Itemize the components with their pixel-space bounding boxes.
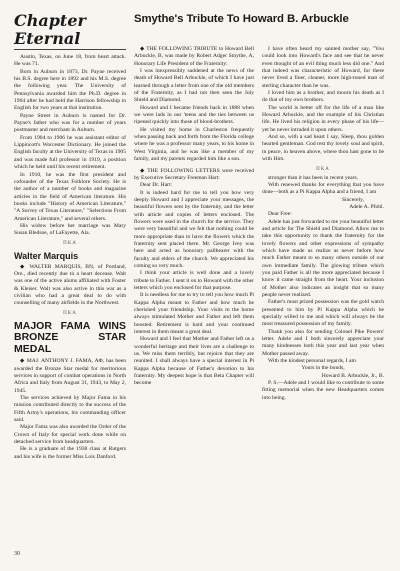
paragraph: Adele has just forwarded to me your beautiful letter and article for The Shield and Diamond. Allow me to take this opportunity to thank the fraternity for the lovely flowers and other expressions of sympathy which have made us realize as never before how much Father meant to so many others outside of our own immediate family. The glowing tribute which you paid Father is all the more appreciated because I know it came straight from the heart. Your inclusion of Mother also indicates an insight that so many people never realized. — [262, 218, 384, 298]
paragraph: ◆ MAJ. ANTHONY J. FAMA, AΦ, has been awarded the Bronze Star medal for meritorious services in support of combat operations in North Africa and Italy from August 31, 1943, to May 2, 1945. — [14, 358, 126, 394]
tribute-paragraphs — [134, 46, 254, 388]
paragraph: The services achieved by Major Fama in his mission contributed directly to the success of the Fifth Army's operations, his commanding officer said. — [14, 394, 126, 423]
article-title: Smythe's Tribute To Howard B. Arbuckle — [134, 13, 349, 25]
paragraph: Dear Dr. Hart: — [140, 182, 173, 189]
paragraph: Major Fama was also awarded the Order of the Crown of Italy for special work done while on detached service from headquarters. — [14, 424, 126, 445]
postscript: P. S.—Adele and I would like to contribute to some fitting memorial when the new Headquarters comes into being. — [262, 380, 384, 401]
paragraph: Dear Free: — [268, 211, 292, 218]
paragraph: With the kindest personal regards, I am — [268, 358, 356, 365]
paragraph: Payne Street in Auburn is named for Dr. Payne's father who was for a number of years postmaster and merchant in Auburn. — [14, 112, 126, 134]
paragraph: His widow before her marriage was Mary Susan Bledsoe, of LaFayette, Ala. — [14, 222, 126, 237]
paragraph: ◆ THE FOLLOWING TRIBUTE to Howard Bell Arbuckle, B, was made by Robert Adger Smythe, A, Honorary Life President of the Fraternity: — [134, 46, 254, 67]
paragraph: I think your article is well done and a lovely tribute to Father. I sent it on to Howard with the other letters which you enclosed for that purpose. — [134, 270, 254, 291]
letter-two-closing: Yours in the bonds, — [301, 365, 345, 372]
separator: ΠΚΑ — [63, 310, 77, 316]
paragraph: In 1910, he was the first president and cofounder of the Texas Folklore Society. He is the author of a number of books and magazine articles in the field of American literature. His books include "History of American Literature," "A Survey of Texas Literature," "Selections From American Literature," and several others. — [14, 171, 126, 222]
paragraph: He visited my home in Charleston frequently when passing back and forth from the Florida college where he was a professor many years, to his home in West Virginia, and he was like a member of my family, and my parents regarded him like a son. — [134, 126, 254, 163]
marquis-paragraphs — [14, 264, 126, 308]
paragraph: He is a graduate of the 1938 class at Rutgers and his wife is the former Miss Lois Danford. — [14, 446, 126, 460]
paragraph: Howard and I became friends back in 1888 when we were lads in our 'teens and the ties between us ripened quickly into those of blood-brothers. — [134, 104, 254, 126]
separator: ΠΚΑ — [316, 166, 330, 172]
paragraph: With renewed thanks for everything that you have done—both as a Pi Kappa Alpha and a friend, I am — [262, 181, 384, 196]
column-left — [14, 12, 126, 461]
paragraph: It is needless for me to try to tell you how much Pi Kappa Alpha meant to Father and how much he cherished your friendship. Your visits to the home always stimulated Mother and Father and left them boosted. Retirement is hard and your continued interest in them meant a great deal. — [134, 292, 254, 336]
paragraph: ◆ THE FOLLOWING LETTERS were received by Executive Secretary Freeman Hart: — [134, 167, 254, 181]
paragraph: Father's most prized possession was the gold watch presented to him by Pi Kappa Alpha which he specially willed to me and which will always be the most treasured possession of my family. — [262, 299, 384, 328]
intro-paragraphs — [14, 54, 126, 238]
paragraph: ◆ WALTER MARQUIS, BN, of Portland, Ore., died recently due to a heart decease. Walt was one of the active alums affiliated with Foster & Kleiser. Walt was also active in this war as a civilian who had a great deal to do with counselling of many airfields in the Northwest. — [14, 263, 126, 307]
letter-two-signature: Howard B. Arbuckle, Jr., B. — [321, 372, 384, 379]
paragraph: The world is better off for the life of a man like Howard Arbuckle, and the example of his Christian life. He lived his religion in every phase of his life—yet he never intruded it upon others. — [262, 104, 384, 133]
letter-two — [262, 211, 384, 365]
paragraph: I loved him as a brother, and mourn his death as I do that of my own brothers. — [262, 90, 384, 104]
letter-one-signature: Adele A. Pfohl. — [349, 203, 384, 210]
marquis-heading: Walter Marquis — [14, 250, 79, 261]
paragraph: Born in Auburn in 1873, Dr. Payne received his B.S. degree here in 1892 and his M.S. degree the following year. The University of Pennsylvania awarded him the Ph.D. degree in 1904 after he had held the Harrison fellowship in English for two years at that institution. — [14, 68, 126, 112]
tribute-continued — [262, 46, 384, 164]
column-right — [262, 46, 384, 402]
paragraph: I have often heard my sainted mother say, "You could look into Howard's face and see that he never even thought of an evil thing much less did one." And that indeed was characteristic of Howard, for there never lived a finer, cleaner, more high-toned man of sterling character than he was. — [262, 46, 384, 89]
column-middle — [134, 46, 254, 388]
paragraph: I was inexpressibly saddened at the news of the death of Howard Bell Arbuckle, of which I have just learned through a letter from one of the old members of the Fraternity, as I had not then seen the July Shield and Diamond. — [134, 68, 254, 104]
page-number: 30 — [14, 551, 20, 557]
letter-one-end — [262, 175, 384, 197]
paragraph: Howard and I feel that Mother and Father left us a wonderful heritage and their lives are a challenge to us. We miss them terribly, but rejoice that they are reunited. I shall always have a special interest in Pi Kappa Alpha because of Father's devotion to his fraternity. My deepest hope is that Beta Chapter will become — [134, 336, 254, 387]
paragraph: Thank you also for sending Colonel Pike Powers' letter. Adele and I both sincerely appreciate your many kindnesses both this year and last year when Mother passed away. — [262, 328, 384, 357]
section-title: Chapter Eternal — [14, 12, 126, 50]
letter-one-closing: Sincerely, — [341, 196, 364, 203]
paragraph: It is indeed hard for me to tell you how very deeply Howard and I appreciate your messages, the beautiful flowers sent by the fraternity, and the letter with article and copies of letters enclosed. The flowers were used in the church for the service. They were very beautiful and we felt that nothing could be more appropriate than to have the flowers which the fraternity sent placed there. Mr. George Ivey was here and acted as honorary pallbearer with the faculty and elders of the church. We appreciated his coming so very much. — [134, 189, 254, 269]
paragraph: From 1904 to 1906 he was assistant editor of Lippincott's Worcester Dictionary. He joined the English faculty at the University of Texas in 1905 and was made full professor in 1919, a position which he held until his recent retirement. — [14, 134, 126, 171]
fama-paragraphs — [14, 358, 126, 461]
paragraph: And so, with a sad heart I say, Sleep, thou golden hearted gentleman. God rest thy lovely soul and spirit, in peace, in heaven above, where thou hast gone to be with Him. — [262, 134, 384, 163]
paragraph: Austin, Texas, on June 18, from heart attack. He was 71. — [14, 54, 126, 68]
paragraph: stronger than it has been in recent years. — [268, 174, 359, 181]
separator: ΠΚΑ — [63, 240, 77, 246]
fama-heading: MAJOR FAMA WINS BRONZE STAR MEDAL — [14, 319, 126, 355]
